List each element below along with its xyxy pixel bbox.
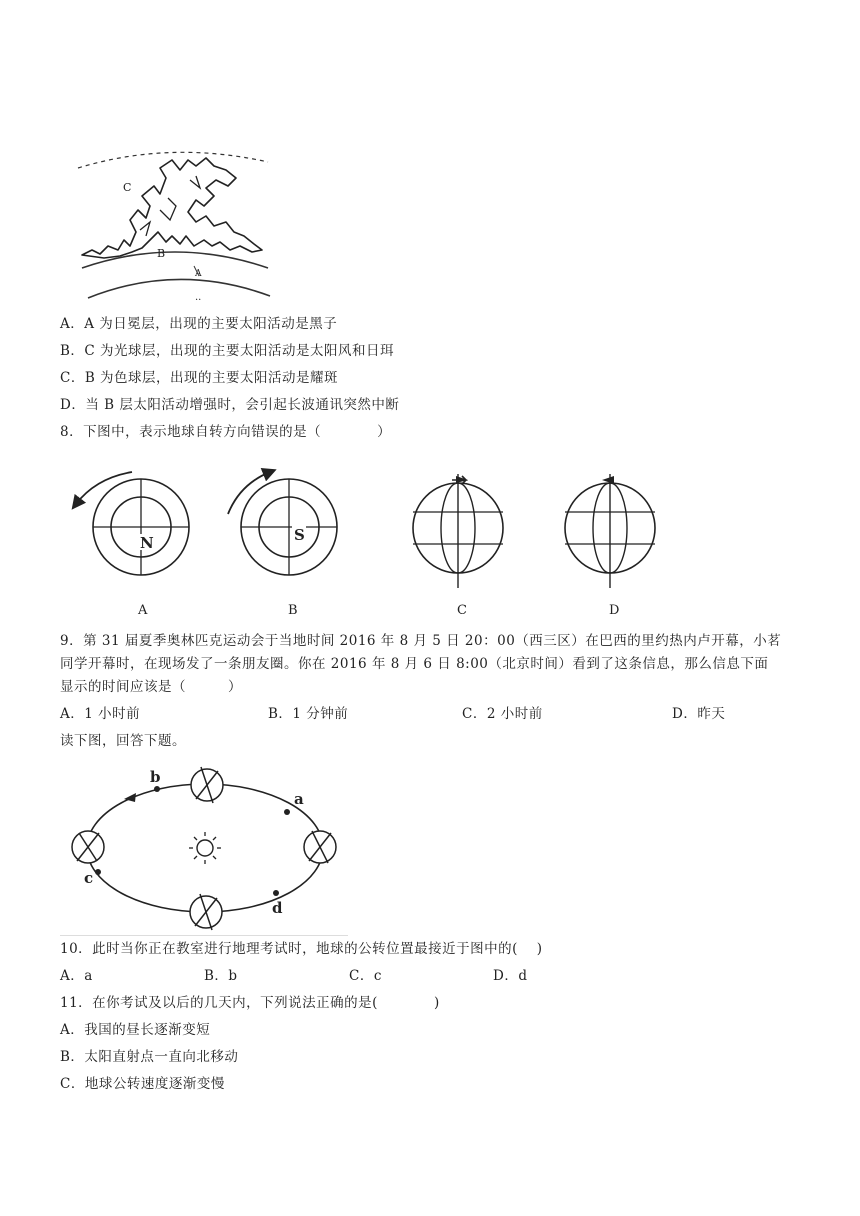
solar-atmosphere-figure: [0, 0, 860, 310]
earth-bottom: [190, 894, 222, 930]
chromosphere-arc: [82, 252, 268, 268]
label-dots: ..: [195, 292, 202, 303]
earth-top: [191, 767, 223, 803]
q9-stem-line-3: 显示的时间应该是（ ）: [60, 679, 242, 695]
globe-letter-b: B: [288, 603, 298, 618]
photosphere-arc: [88, 279, 270, 298]
read-figure-prompt: 读下图，回答下题。: [60, 733, 186, 749]
pole-label-a: N: [140, 534, 154, 552]
q11-option-b: B．太阳直射点一直向北移动: [60, 1049, 239, 1065]
q9-stem-line-2: 同学开幕时，在现场发了一条朋友圈。你在 2016 年 8 月 6 日 8:00（北京时间）看到了这条信息，那么信息下面: [60, 656, 769, 672]
label-A: A: [195, 269, 202, 279]
q9-stem-line-1: 9．第 31 届夏季奥林匹克运动会于当地时间 2016 年 8 月 5 日 20：00（西三区）在巴西的里约热内卢开幕，小茗: [60, 633, 782, 649]
globe-letter-a: A: [138, 603, 148, 618]
orbit-point-c: c: [84, 869, 94, 887]
globe-letter-d: D: [609, 603, 620, 618]
q9-option-a: A．1 小时前: [60, 706, 141, 722]
label-B: B: [157, 247, 166, 260]
earth-left: [72, 831, 104, 863]
orbit-ellipse: [87, 784, 323, 912]
orbit-point-a: a: [294, 790, 304, 808]
orbit-figure: [0, 755, 860, 945]
rotation-globes-figure: [0, 450, 860, 630]
sun-icon: [189, 832, 221, 864]
globe-d: [565, 474, 655, 618]
rotation-arrow-a: [76, 472, 132, 504]
q7-option-a: A．A 为日冕层，出现的主要太阳活动是黑子: [60, 316, 338, 332]
q7-option-c: C．B 为色球层，出现的主要太阳活动是耀斑: [60, 370, 339, 386]
q10-option-d: D．d: [493, 968, 528, 984]
globe-a: [76, 472, 189, 618]
q11-stem: 11．在你考试及以后的几天内，下列说法正确的是( ): [60, 995, 440, 1011]
q8-stem: 8．下图中，表示地球自转方向错误的是（ ）: [60, 424, 392, 440]
label-C: C: [123, 181, 132, 194]
orbit-point-b: b: [150, 768, 161, 786]
figure-divider: [60, 935, 348, 936]
pole-label-b: S: [294, 526, 305, 544]
globe-letter-c: C: [457, 603, 467, 618]
q7-option-b: B．C 为光球层，出现的主要太阳活动是太阳风和日珥: [60, 343, 395, 359]
q9-option-b: B．1 分钟前: [268, 706, 349, 722]
globe-b: [228, 472, 337, 618]
globe-c: [413, 474, 503, 618]
q11-option-c: C．地球公转速度逐渐变慢: [60, 1076, 225, 1092]
q9-option-d: D．昨天: [672, 706, 726, 722]
q9-option-c: C．2 小时前: [462, 706, 543, 722]
rotation-arrow-b: [228, 472, 270, 514]
orbit-point-d: d: [272, 899, 283, 917]
q10-stem: 10．此时当你正在教室进行地理考试时，地球的公转位置最接近于图中的( ): [60, 941, 543, 957]
q10-option-a: A．a: [60, 968, 93, 984]
earth-right: [304, 831, 336, 863]
q11-option-a: A．我国的昼长逐渐变短: [60, 1022, 211, 1038]
q10-option-c: C．c: [349, 968, 382, 984]
q7-option-d: D．当 B 层太阳活动增强时，会引起长波通讯突然中断: [60, 397, 400, 413]
q10-option-b: B．b: [204, 968, 238, 984]
prominence-shape: [82, 158, 262, 258]
